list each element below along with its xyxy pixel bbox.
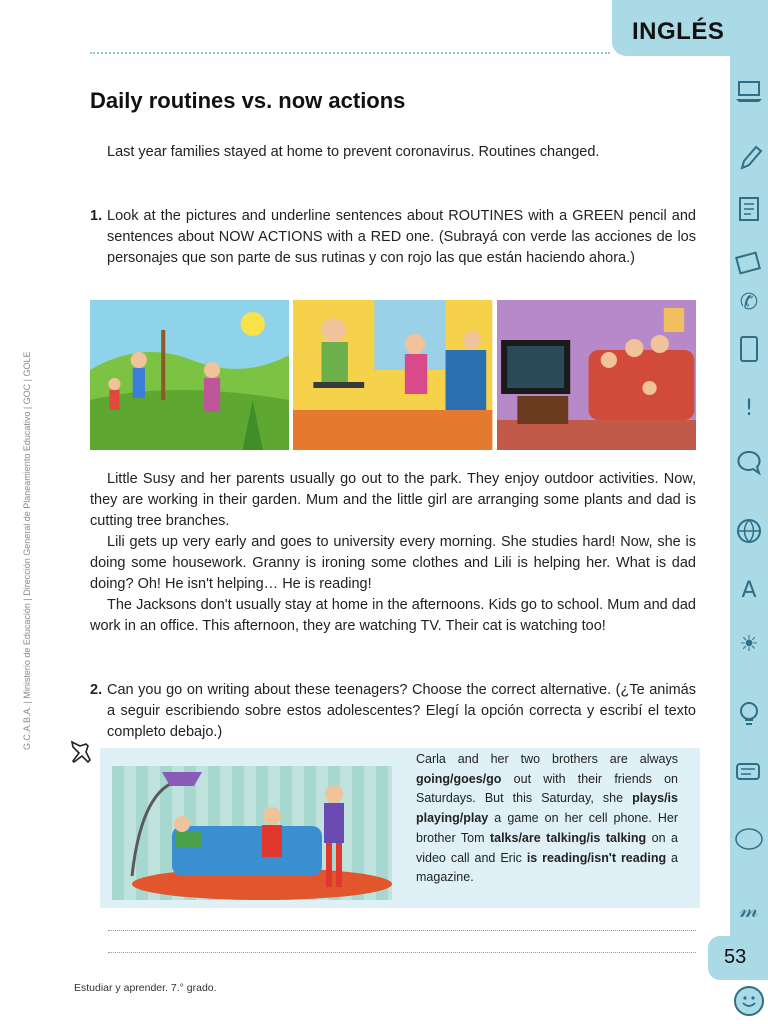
page-title: Daily routines vs. now actions bbox=[90, 88, 406, 113]
story-text bbox=[90, 469, 696, 637]
option-plays: plays/is playing/play bbox=[416, 791, 678, 826]
housework-picture bbox=[293, 300, 492, 450]
header-divider bbox=[90, 52, 610, 54]
chat-icon bbox=[734, 758, 764, 788]
exclamation-icon: ! bbox=[744, 396, 754, 421]
exercise-2-instructions: Can you go on writing about these teenagers? Choose the correct alternative. (¿Te animás a seguir escribiendo sobre estos adolescentes? Elegí la opción correcta y escribí el texto completo debajo.) bbox=[107, 682, 696, 740]
option-reading: is reading/isn't reading bbox=[526, 850, 667, 865]
text-segment: a game on her cell phone. Her brother Tom bbox=[416, 811, 678, 845]
notebook-icon bbox=[734, 194, 764, 224]
text-segment: a magazine. bbox=[416, 850, 678, 885]
icon-strip bbox=[730, 56, 768, 936]
text-segment: on a video call and Eric bbox=[416, 830, 678, 865]
thanks-bubble-icon bbox=[734, 824, 764, 854]
story-paragraph: Little Susy and her parents usually go out to the park. They enjoy outdoor activities. Now, they are working in their garden. Mum and the little girl are arranging some plants and dad is cutting tree branches. bbox=[90, 471, 696, 529]
laptop-icon bbox=[734, 76, 764, 106]
phone-icon: ✆ bbox=[739, 290, 759, 315]
pushpin-icon bbox=[66, 736, 96, 766]
subject-label: INGLÉS bbox=[632, 18, 725, 45]
tablet-icon bbox=[734, 334, 764, 364]
tv-family-picture bbox=[497, 300, 696, 450]
pencil-icon bbox=[734, 142, 764, 172]
picture-row bbox=[90, 300, 696, 450]
park-family-picture bbox=[90, 300, 289, 450]
letter-m-icon: 𝓂 bbox=[739, 898, 759, 923]
exercise-2-box bbox=[100, 748, 700, 908]
lightbulb-icon bbox=[734, 698, 764, 728]
option-talks: talks/are talking/is talking bbox=[489, 830, 647, 845]
option-going: going/goes/go bbox=[416, 771, 502, 786]
story-paragraph: The Jacksons don't usually stay at home in the afternoons. Kids go to school. Mum and dad work in an office. This afternoon, they are watching TV. Their cat is watching too! bbox=[90, 597, 696, 634]
exercise-1 bbox=[90, 206, 696, 269]
teenagers-picture bbox=[112, 766, 392, 900]
text-segment: Carla and her two brothers are always bbox=[416, 752, 678, 766]
answer-line[interactable] bbox=[108, 930, 696, 931]
footer-text: Estudiar y aprender. 7.° grado. bbox=[74, 982, 217, 994]
smiley-icon bbox=[734, 986, 764, 1016]
answer-line[interactable] bbox=[108, 952, 696, 953]
story-paragraph: Lili gets up very early and goes to university every morning. She studies hard! Now, she is doing some housework. Granny is ironing some clothes and Lili is helping her. What is dad doing? Oh! He isn't helping… He is reading! bbox=[90, 534, 696, 592]
exercise-1-instructions: Look at the pictures and underline sentences about ROUTINES with a GREEN pencil and sentences about NOW ACTIONS with a RED one. (Subrayá con verde las acciones de los personajes que son parte de sus rutinas y con rojo las que están haciendo ahora.) bbox=[107, 208, 696, 266]
speech-bubble-icon bbox=[734, 448, 764, 478]
idea-icon: ☀ bbox=[739, 632, 759, 657]
exercise-2-number: 2. bbox=[90, 682, 103, 698]
text-segment: out with their friends on Saturdays. But this Saturday, she bbox=[416, 771, 678, 806]
side-caption: G.C.A.B.A. | Ministerio de Educación | Dirección General de Planeamiento Educativo | GOC | GOLE bbox=[22, 351, 32, 750]
intro-text: Last year families stayed at home to prevent coronavirus. Routines changed. bbox=[107, 144, 600, 160]
page-number-tab bbox=[708, 936, 768, 980]
exercise-2 bbox=[90, 680, 696, 743]
globe-icon bbox=[734, 516, 764, 546]
exercise-1-number: 1. bbox=[90, 208, 103, 224]
subject-tab bbox=[612, 0, 768, 56]
newspaper-icon bbox=[734, 248, 764, 278]
page-number: 53 bbox=[724, 946, 747, 968]
letter-a-icon: A bbox=[741, 578, 757, 603]
exercise-2-text bbox=[416, 750, 678, 888]
